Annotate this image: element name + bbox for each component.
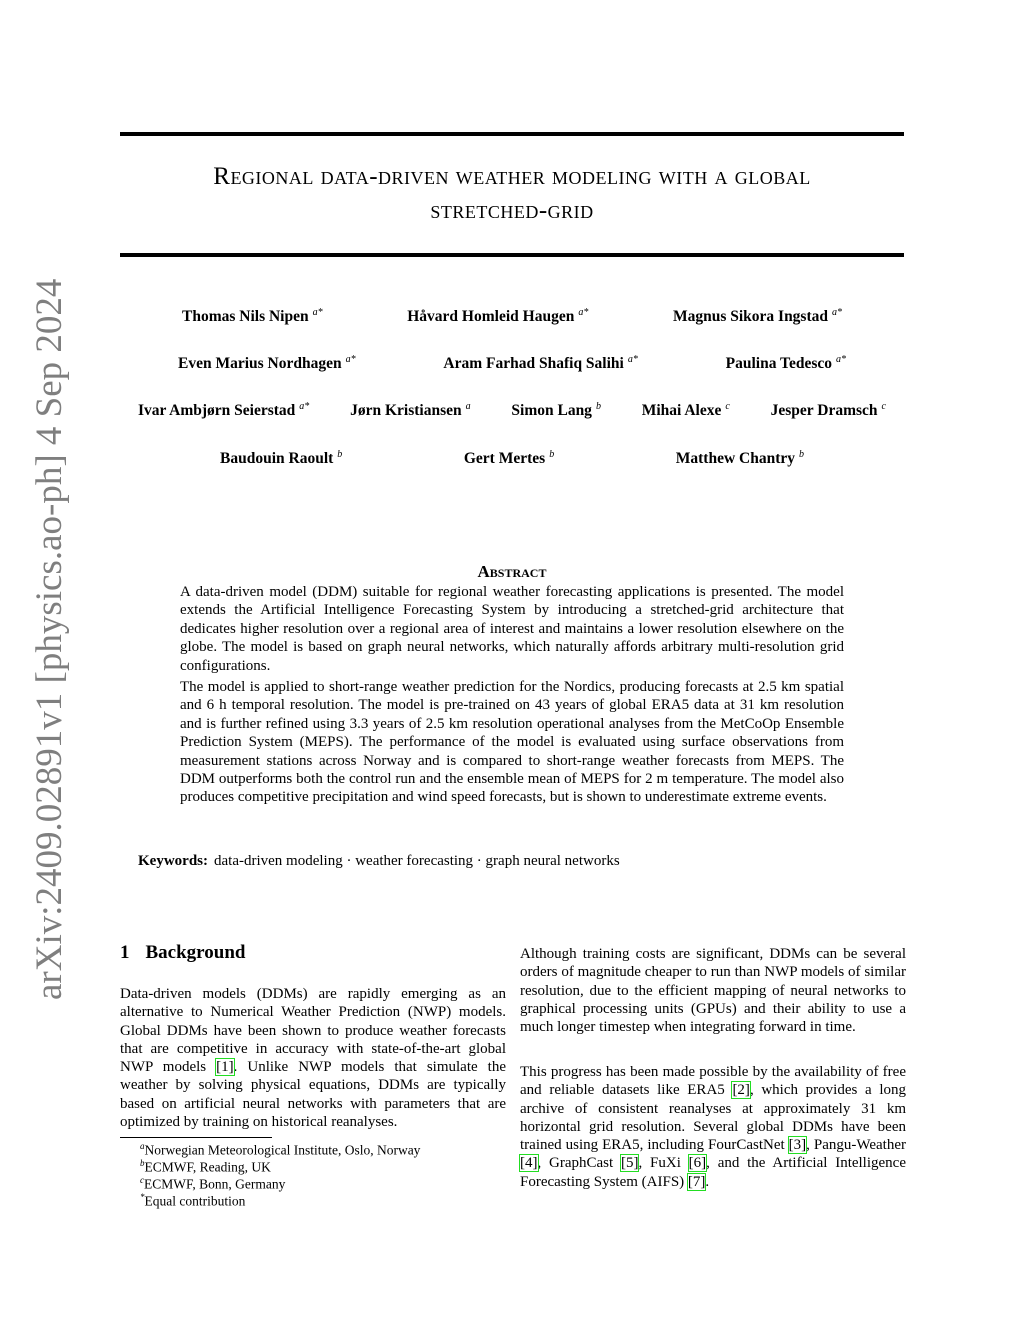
author: Baudouin Raoult $^b$ bbox=[220, 449, 343, 468]
right-column-paragraph-2 bbox=[520, 1063, 906, 1191]
author-row-1 bbox=[120, 307, 904, 326]
keywords bbox=[138, 853, 620, 870]
author: Håvard Homleid Haugen $^{a*}$ bbox=[407, 307, 589, 326]
footnote: $^a$Norwegian Meteorological Institute, Oslo, Norway bbox=[140, 1141, 421, 1158]
body-text: , and the Artificial Intelligence Forecasting System (AIFS) bbox=[520, 1155, 906, 1190]
author: Jørn Kristiansen $^a$ bbox=[350, 401, 471, 420]
citation-link[interactable]: [1] bbox=[216, 1059, 234, 1076]
keywords-text: data-driven modeling · weather forecasting · graph neural networks bbox=[214, 853, 620, 869]
title-bottom-rule bbox=[120, 253, 904, 257]
author: Paulina Tedesco $^{a*}$ bbox=[725, 354, 846, 373]
author: Magnus Sikora Ingstad $^{a*}$ bbox=[672, 307, 842, 326]
footnote: $^c$ECMWF, Bonn, Germany bbox=[140, 1175, 286, 1192]
author-row-2 bbox=[120, 354, 904, 373]
author-row-3 bbox=[138, 401, 886, 420]
section-heading bbox=[120, 942, 245, 964]
title-line-1: Regional data-driven weather modeling with a global bbox=[213, 163, 811, 190]
footnote: *Equal contribution bbox=[140, 1192, 246, 1209]
abstract-paragraph-2: The model is applied to short-range weather prediction for the Nordics, producing forecasts at 2.5 km spatial and 6 h temporal resolution. The model is pre-trained on 43 years of global ERA5 data at 31 km resolution and is further refined using 3.3 years of 2.5 km resolution operational analyses from the MetCoOp Ensemble Prediction System (MEPS). The performance of the model is evaluated using surface observations from measurement stations across Norway and is compared to short-range weather forecasts from MEPS. The DDM outperforms both the control run and the ensemble mean of MEPS for 2 m temperature. The model also produces competitive precipitation and wind speed forecasts, but is shown to underestimate extreme events. bbox=[180, 679, 844, 806]
footnote: $^b$ECMWF, Reading, UK bbox=[140, 1158, 271, 1175]
body-text: , Pangu-Weather bbox=[806, 1137, 906, 1154]
body-text: , FuXi bbox=[638, 1155, 689, 1172]
author: Even Marius Nordhagen $^{a*}$ bbox=[178, 354, 356, 373]
section-number: 1 bbox=[120, 942, 130, 963]
abstract-heading: Abstract bbox=[477, 562, 547, 581]
title-top-rule bbox=[120, 132, 904, 136]
author: Aram Farhad Shafiq Salihi $^{a*}$ bbox=[443, 354, 638, 373]
author: Simon Lang $^b$ bbox=[511, 401, 601, 420]
author: Mihai Alexe $^c$ bbox=[641, 401, 730, 420]
left-column-paragraph bbox=[120, 985, 506, 1131]
citation-link[interactable]: [5] bbox=[620, 1155, 639, 1172]
section-title: Background bbox=[145, 942, 246, 963]
author: Thomas Nils Nipen $^{a*}$ bbox=[182, 307, 323, 326]
arxiv-identifier-stamp: arXiv:2409.02891v1 [physics.ao-ph] 4 Sep 2024 bbox=[29, 278, 70, 1000]
body-text: This progress has been made possible by the availability of free and reliable datasets like ERA5 bbox=[520, 1064, 906, 1099]
author: Matthew Chantry $^b$ bbox=[675, 449, 804, 468]
right-column-paragraph-1: Although training costs are significant, DDMs can be several orders of magnitude cheaper to run than NWP models of similar resolution, due to the efficient mapping of neural networks to graphical processing units (GPUs) and their ability to use a much longer timestep when integrating forward in time. bbox=[520, 946, 906, 1036]
paper-title bbox=[120, 160, 904, 228]
author: Jesper Dramsch $^c$ bbox=[770, 401, 886, 420]
author: Ivar Ambjørn Seierstad $^{a*}$ bbox=[138, 401, 310, 420]
citation-link[interactable]: [6] bbox=[688, 1155, 707, 1172]
body-text: . Unlike NWP models that simulate the weather by solving physical equations, DDMs are typically based on artificial neural networks with parameters that are optimized by training on historical reanalyses. bbox=[120, 1059, 506, 1131]
author-row-4 bbox=[120, 449, 904, 468]
citation-link[interactable]: [3] bbox=[788, 1137, 807, 1154]
body-text: , GraphCast bbox=[537, 1155, 621, 1172]
citation-link[interactable]: [4] bbox=[520, 1155, 538, 1172]
title-line-2: stretched-grid bbox=[430, 197, 594, 224]
citation-link[interactable]: [2] bbox=[732, 1082, 750, 1099]
footnote-rule bbox=[120, 1137, 272, 1138]
body-text: . bbox=[705, 1173, 710, 1190]
author: Gert Mertes $^b$ bbox=[463, 449, 555, 468]
keywords-label: Keywords: bbox=[138, 853, 208, 869]
citation-link[interactable]: [7] bbox=[687, 1173, 706, 1190]
abstract-paragraph-1: A data-driven model (DDM) suitable for regional weather forecasting applications is presented. The model extends the Artificial Intelligence Forecasting System by introducing a stretched-grid architecture that dedicates higher resolution over a regional area of interest and maintains a lower resolution elsewhere on the globe. The model is based on graph neural networks, which naturally affords arbitrary multi-resolution grid configurations. bbox=[180, 584, 844, 674]
body-text: Data-driven models (DDMs) are rapidly emerging as an alternative to Numerical Weather Prediction (NWP) models. Global DDMs have been shown to produce weather forecasts that are competitive in accuracy with state-of-the-art global NWP models bbox=[120, 986, 506, 1076]
body-text: , which provides a long archive of consistent reanalyses at approximately 31 km horizontal grid resolution. Several global DDMs have been trained using ERA5, including FourCastNet bbox=[520, 1082, 906, 1154]
